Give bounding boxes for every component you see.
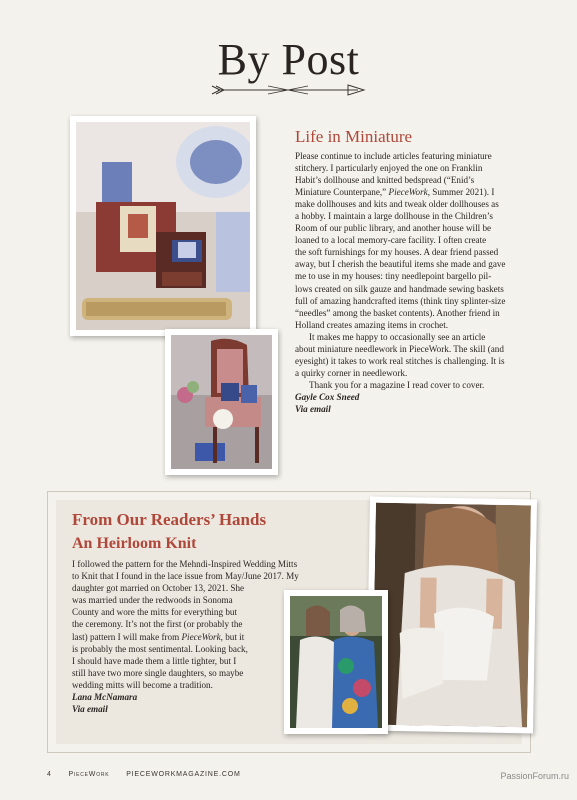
text-run: loaned to a local memory-care facility. I often create (295, 235, 487, 246)
body-line (72, 558, 342, 570)
body-line (295, 174, 535, 186)
photo-bride-mitts (366, 497, 537, 734)
text-run: last) pattern I will make from (72, 631, 182, 642)
text-run: to Knit that I found in the lace issue from May/June 2017. My (72, 571, 299, 582)
body-line (295, 331, 535, 343)
article-body (295, 150, 535, 415)
italic-text: PieceWork (388, 187, 428, 198)
text-run: the ceremony. It’s not the first (or probably the (72, 619, 243, 630)
text-run: about miniature needlework in PieceWork. The skill (and (295, 343, 504, 354)
text-run: , Summer 2021). I (427, 187, 495, 198)
text-run: stitchery. I particularly enjoyed the one on Franklin (295, 163, 483, 174)
signature-name: Lana McNamara (72, 692, 138, 703)
body-line (72, 570, 342, 582)
body-line (295, 186, 535, 198)
body-line (295, 283, 535, 295)
text-run: away, but I cherish the beautiful items she made and gave (295, 259, 506, 270)
body-line (295, 295, 535, 307)
text-run: a quirky corner in needlework. (295, 367, 408, 378)
body-line (295, 210, 535, 222)
body-line (295, 367, 535, 379)
body-line (295, 198, 535, 210)
text-run: It makes me happy to occasionally see an article (309, 331, 486, 342)
text-run: me to use in my houses: tiny needlepoint bargello pil- (295, 271, 492, 282)
body-line (295, 379, 535, 391)
text-run: Miniature Counterpane,” (295, 187, 389, 198)
signature-name: Gayle Cox Sneed (295, 391, 360, 402)
body-line (295, 234, 535, 246)
watermark-text: PassionForum.ru (500, 771, 569, 781)
text-run: Please continue to include articles featuring miniature (295, 151, 492, 161)
website-url: PIECEWORKMAGAZINE.COM (126, 771, 241, 778)
body-line (295, 222, 535, 234)
text-run: I should have made them a little tighter, but I (72, 655, 237, 666)
page-footer (47, 771, 255, 778)
page-number: 4 (47, 771, 52, 778)
body-line (295, 150, 535, 162)
text-run: Room of our public library, and another house will be (295, 223, 492, 234)
text-run: “needles” among the basket contents). Another friend in (295, 307, 500, 318)
text-run: still have two more single daughters, so maybe (72, 667, 244, 678)
article-title: Life in Miniature (295, 127, 413, 146)
italic-text: PieceWork (181, 631, 221, 642)
text-run: wedding mitts will become a tradition. (72, 679, 213, 690)
text-run: the soft furnishings for my houses. A dear friend passed (295, 247, 499, 258)
body-line (295, 355, 535, 367)
photo-pink-chair (165, 329, 278, 475)
page-title: By Post (217, 35, 360, 84)
section-subtitle: An Heirloom Knit (72, 535, 197, 552)
text-run: full of amazing handcrafted items (think tiny splinter-size (295, 295, 506, 306)
text-run: lows created on silk gauze and handmade sewing baskets (295, 283, 504, 294)
text-run: Habit’s dollhouse and knitted bedspread (“Enid’s (295, 175, 475, 186)
text-run: daughter got married on October 13, 2021. She (72, 583, 245, 594)
text-run: eyesight) it takes to work real stitches is challenging. It is (295, 355, 505, 366)
arrow-ornament-icon (208, 82, 368, 98)
text-run: is probably the most sentimental. Looking back, (72, 643, 248, 654)
body-line (295, 270, 535, 282)
signature-via: Via email (295, 403, 331, 414)
photo-miniature-room (70, 116, 256, 336)
body-line (295, 319, 535, 331)
body-line (295, 258, 535, 270)
text-run: I followed the pattern for the Mehndi-Inspired Wedding Mitts (72, 559, 298, 569)
photo-bride-and-mother (284, 590, 388, 734)
body-line (295, 162, 535, 174)
text-run: , but it (220, 631, 245, 642)
signature-via: Via email (72, 704, 108, 715)
body-line (295, 343, 535, 355)
text-run: Thank you for a magazine I read cover to cover. (309, 379, 485, 390)
text-run: County and wore the mitts for everything but (72, 607, 237, 618)
text-run: was married under the redwoods in Sonoma (72, 595, 233, 606)
text-run: Holland creates amazing items in crochet. (295, 319, 449, 330)
body-line (295, 307, 535, 319)
text-run: make dollhouses and kits and tweak older dollhouses as (295, 199, 499, 210)
magazine-name: PieceWork (68, 771, 110, 778)
body-line (295, 246, 535, 258)
section-heading: From Our Readers’ Hands (72, 510, 267, 529)
text-run: a hobby. I maintain a large dollhouse in the Children’s (295, 211, 493, 222)
